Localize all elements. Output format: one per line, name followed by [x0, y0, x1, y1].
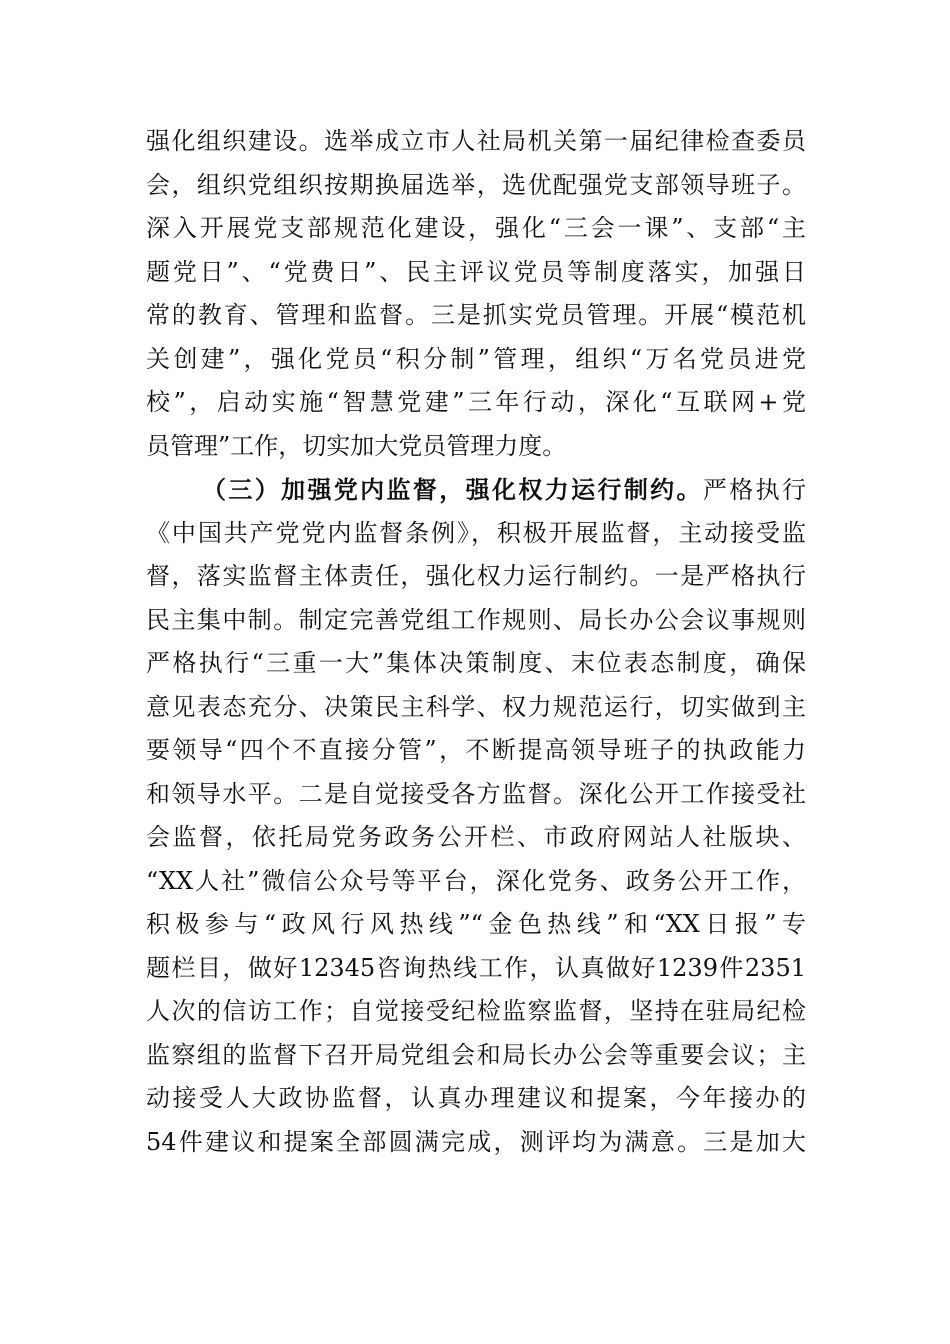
text-line: 积极参与“政风行风热线”“金色热线”和“XX日报”专: [146, 910, 806, 938]
text-line: 强化组织建设。选举成立市人社局机关第一届纪律检查委员: [146, 127, 806, 155]
text-line: 和领导水平。二是自觉接受各方监督。深化公开工作接受社: [146, 779, 806, 808]
body-text: [146, 120, 806, 1164]
text-line: 题栏目，做好12345咨询热线工作，认真做好1239件2351: [146, 953, 806, 982]
text-line: 会监督，依托局党务政务公开栏、市政府网站人社版块、: [146, 823, 806, 851]
text-line: “XX人社”微信公众号等平台，深化党务、政务公开工作，: [146, 866, 806, 895]
text-line: 民主集中制。制定完善党组工作规则、局长办公会议事规则: [146, 605, 806, 634]
text-line: 督，落实监督主体责任，强化权力运行制约。一是严格执行: [146, 562, 806, 590]
section-heading-tail: 严格执行: [702, 476, 807, 504]
text-line: 要领导“四个不直接分管”，不断提高领导班子的执政能力: [146, 736, 806, 764]
text-line: 《中国共产党党内监督条例》，积极开展监督，主动接受监: [146, 518, 806, 547]
text-line: 常的教育、管理和监督。三是抓实党员管理。开展“模范机: [146, 301, 806, 329]
text-line: 动接受人大政协监督，认真办理建议和提案，今年接办的: [146, 1084, 806, 1112]
section-heading-line: [146, 468, 806, 512]
text-line: 严格执行“三重一大”集体决策制度、末位表态制度，确保: [146, 649, 806, 677]
text-line: 题党日”、“党费日”、民主评议党员等制度落实，加强日: [146, 257, 806, 286]
text-line: 会，组织党组织按期换届选举，选优配强党支部领导班子。: [146, 170, 806, 199]
text-line: 员管理”工作，切实加大党员管理力度。: [146, 431, 567, 460]
section-heading: （三）加强党内监督，强化权力运行制约。: [202, 475, 703, 504]
text-line: 关创建”，强化党员“积分制”管理，组织“万名党员进党: [146, 344, 806, 373]
text-line: 深入开展党支部规范化建设，强化“三会一课”、支部“主: [146, 214, 806, 242]
text-line: 54件建议和提案全部圆满完成，测评均为满意。三是加大: [146, 1127, 806, 1156]
text-line: 校”，启动实施“智慧党建”三年行动，深化“互联网+党: [146, 388, 806, 416]
text-line: 人次的信访工作；自觉接受纪检监察监督，坚持在驻局纪检: [146, 997, 806, 1025]
text-line: 意见表态充分、决策民主科学、权力规范运行，切实做到主: [146, 692, 806, 721]
text-line: 监察组的监督下召开局党组会和局长办公会等重要会议；主: [146, 1040, 806, 1069]
